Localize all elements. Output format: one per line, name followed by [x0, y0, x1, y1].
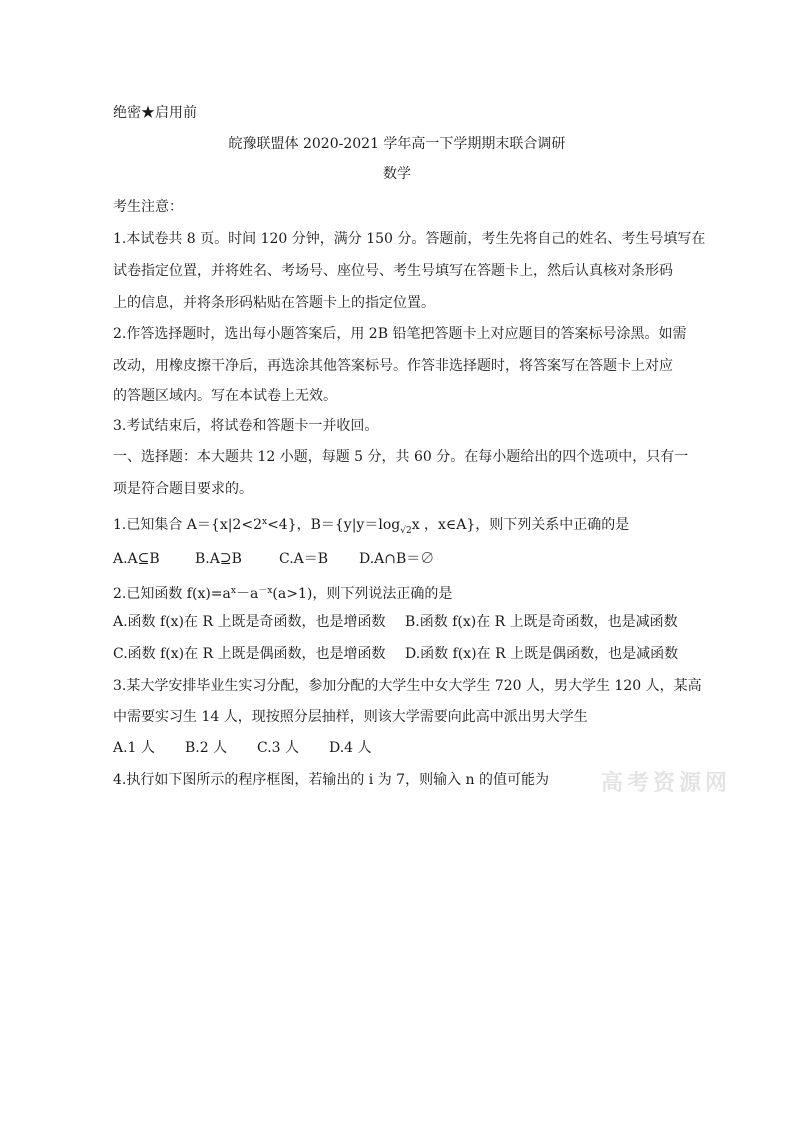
q2-exponent: －x	[258, 586, 273, 596]
q1-text: 1.已知集合 A＝{x|2<2	[113, 517, 262, 533]
q1-option-d[interactable]: D.A∩B＝∅	[359, 551, 435, 567]
section-intro: 项是符合题目要求的。	[113, 481, 253, 497]
q2-text: (a>1)，则下列说法正确的是	[272, 586, 453, 602]
q1-text: x ，x∈A}，则下列关系中正确的是	[411, 517, 630, 533]
notice-line: 2.作答选择题时，选出每小题答案后，用 2B 铅笔把答题卡上对应题目的答案标号涂黑。如需	[113, 326, 687, 342]
question-3-stem: 3.某大学安排毕业生实习分配，参加分配的大学生中女大学生 720 人，男大学生 120 人，某高	[113, 678, 702, 694]
q1-option-a[interactable]: A.A⊆B	[113, 551, 160, 567]
q2-exponent: x	[230, 586, 236, 596]
question-1-stem	[113, 513, 629, 540]
notice-line: 3.考试结束后，将试卷和答题卡一并收回。	[113, 418, 379, 434]
question-2-stem	[113, 582, 452, 603]
q1-text: <4}，B＝{y|y＝lo	[267, 517, 392, 533]
section-intro: 一、选择题：本大题共 12 小题，每题 5 分，共 60 分。在每小题给出的四个选项中，只有一	[113, 449, 689, 465]
question-3-stem: 中需要实习生 14 人，现按照分层抽样，则该大学需要向此高中派出男大学生	[113, 709, 588, 725]
q3-option-a[interactable]: A.1 人	[113, 740, 155, 756]
notice-heading: 考生注意：	[113, 199, 183, 215]
q2-text: －a	[235, 586, 259, 602]
q2-option-a[interactable]: A.函数 f(x)在 R 上既是奇函数，也是增函数	[113, 614, 386, 630]
q3-option-b[interactable]: B.2 人	[185, 740, 228, 756]
secret-label: 绝密★启用前	[113, 105, 197, 121]
q2-option-b[interactable]: B.函数 f(x)在 R 上既是奇函数，也是减函数	[405, 614, 678, 630]
q1-log-g: g	[391, 517, 401, 533]
q1-option-b[interactable]: B.A⊇B	[195, 551, 242, 567]
q2-text: 2.已知函数 f(x)=a	[113, 586, 231, 602]
notice-line: 的答题区域内。写在本试卷上无效。	[113, 388, 337, 404]
q1-option-c[interactable]: C.A＝B	[279, 551, 329, 567]
q2-option-c[interactable]: C.函数 f(x)在 R 上既是偶函数，也是增函数	[113, 646, 386, 662]
q1-log-base: √2	[400, 526, 412, 536]
question-1-options	[113, 550, 434, 568]
question-4-stem: 4.执行如下图所示的程序框图，若输出的 i 为 7，则输入 n 的值可能为	[113, 772, 550, 788]
q1-exponent: x	[261, 517, 268, 527]
question-2-options-row	[113, 645, 678, 663]
notice-line: 改动，用橡皮擦干净后，再选涂其他答案标号。作答非选择题时，将答案写在答题卡上对应	[113, 358, 673, 374]
notice-line: 试卷指定位置，并将姓名、考场号、座位号、考生号填写在答题卡上，然后认真核对条形码	[113, 263, 673, 279]
notice-line: 1.本试卷共 8 页。时间 120 分钟，满分 150 分。答题前，考生先将自己的姓名、考生号填写在	[113, 231, 706, 247]
question-2-options-row	[113, 613, 678, 631]
notice-line: 上的信息，并将条形码粘贴在答题卡上的指定位置。	[113, 295, 435, 311]
subject-title: 数学	[383, 166, 411, 182]
question-3-options	[113, 739, 372, 757]
q3-option-c[interactable]: C.3 人	[257, 740, 300, 756]
q2-option-d[interactable]: D.函数 f(x)在 R 上既是偶函数，也是减函数	[405, 646, 679, 662]
watermark: 高考资源网	[601, 771, 732, 796]
q3-option-d[interactable]: D.4 人	[329, 740, 372, 756]
exam-title: 皖豫联盟体 2020-2021 学年高一下学期期末联合调研	[228, 136, 566, 152]
